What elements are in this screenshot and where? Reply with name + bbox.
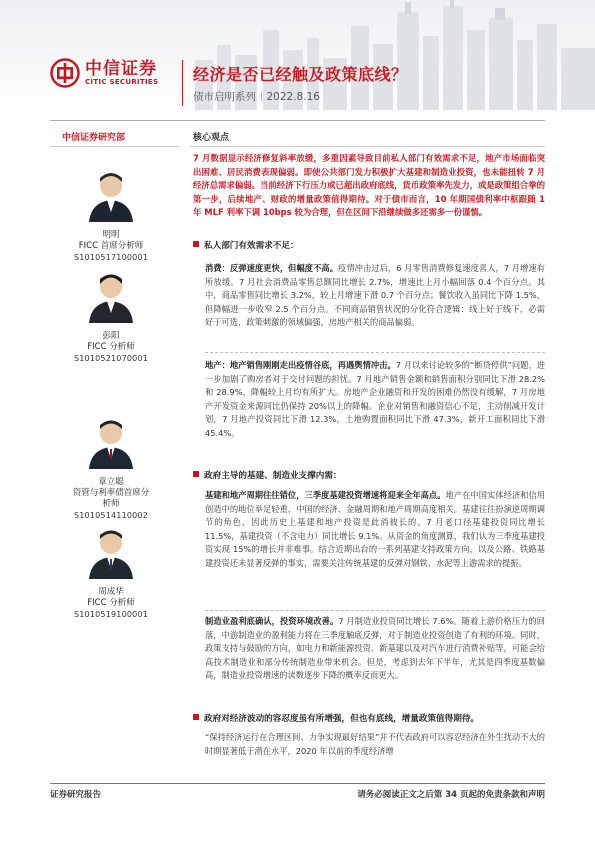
paragraph-text: 7 月以来讨论较多的“断贷停供”问题，进一步加剧了购房者对于交付问题的担忧。7 月地产销售金额和销售面积分别同比下滑 28.2%和 28.9%，降幅较上月均有所扩大。房地产企业融资和开发的困难仍然没有缓解，7 月房地产开发资金来源同比仍保持 20%以上的降幅。企业对销售和融资信心不足，主动削减开发计划，7 月地产投资同比下滑 12.3%，土地购置面积同比下滑 47.3%，新开工面积同比下滑 45.4%。 [205,360,546,438]
analyst-license-id: S1010519100001 [73,610,149,619]
analyst-license-id: S1010514110002 [73,511,149,520]
analyst-role: FICC 首席分析师 [78,241,144,251]
report-subtitle: 债市启明系列｜2022.8.16 [193,91,320,103]
report-header [0,0,595,110]
footer-disclaimer-link: 请务必阅读正文之后第 34 页起的免责条款和声明 [357,790,545,800]
body-paragraph [205,615,545,683]
core-view-summary: 7 月数据显示经济修复斜率放缓，多重因素导致目前私人部门有效需求不足，地产市场面临突出困难、居民消费表现偏弱。即使公共部门发力积极扩大基建和制造业投资，也未能扭转 7 月经济总需求偏弱。当前经济下行压力或已超出政府底线，货币政策率先发力，或是政策组合拳的第一步，后续地产、财政的增量政策值得期待。对于债市而言，10 年期国债利率中枢跟随 1 年 MLF 利率下调 10bps 较为合理，但在区间下沿继续做多还需多一份谨慎。 [193,153,545,217]
analyst-photo-avatar [83,267,139,323]
analyst-name: 章立聪 [98,477,124,487]
analyst-card [50,166,172,263]
footer-report-type: 证券研究报告 [50,790,102,800]
analyst-card [50,523,172,620]
section-heading: 私人部门有效需求不足： [193,240,299,253]
research-dept-label: 中信证券研究部 [62,133,126,143]
analyst-card [50,267,172,364]
analyst-name: 明明 [102,230,120,240]
report-title: 经济是否已经触及政策底线？ [193,65,408,84]
analyst-license-id: S1010521070001 [73,354,149,363]
section-heading: 政府主导的基建、制造业支撑内需： [193,470,342,483]
analyst-photo-avatar [83,413,139,469]
core-view-label: 核心观点 [193,133,230,143]
body-paragraph [205,359,545,441]
analyst-name: 周成华 [98,587,124,597]
paragraph-lead: 消费：反弹速度更快，但幅度不高。 [205,263,338,273]
paragraph-text: 7 月制造业投资同比增长 7.6%。随着上游价格压力的回落，中游制造业的盈利能力将在三季度触底反弹，对于制造业投资创造了有利的环境。同时，政策支持与鼓励的方向，如电力和新能源投资、新基建以及对汽车进行消费补贴等，可能会给高技术制造业和部分传统制造业带来机会。但是，考虑到去年下半年，尤其是四季度基数偏高，制造业投资增速的读数逐步下降的概率反而更大。 [205,616,546,681]
analyst-role: FICC 分析师 [87,598,135,608]
paragraph-text: “保持经济运行在合理区间、力争实现最好结果”并不代表政府可以容忍经济在外生扰动不大的时期显著低于潜在水平，2020 年以前的季度经济增 [205,732,545,756]
citic-logo [50,58,158,88]
section-heading: 政府对经济波动的容忍度虽有所增强，但也有底线，增量政策值得期待。 [193,713,479,726]
analyst-photo-avatar [83,523,139,579]
header-divider [182,60,183,106]
paragraph-lead: 基建和地产周期往往错位，三季度基建投资增速将迎来全年高点。 [205,490,446,500]
footer-rule [50,783,545,784]
analyst-license-id: S1010517100001 [73,253,149,262]
analyst-name: 彭阳 [102,331,120,341]
paragraph-divider [205,352,545,353]
citic-logo-mark-icon [50,58,80,88]
body-paragraph [205,262,545,330]
paragraph-lead: 地产：地产销售刚刚走出疫情谷底，再遇舆情冲击。 [205,360,396,370]
header-rule [50,120,545,121]
analyst-role: 资管与利率债首席分析师 [72,488,150,509]
analyst-photo-avatar [83,166,139,222]
left-section-rule [50,146,180,147]
paragraph-text: 地产在中国实体经济和信用创造中的地位举足轻重，中国的经济、金融周期和地产周期高度相关。基建往往扮演逆周期调节的角色，因此历史上基建和地产投资是此消彼长的。7 月老口径基建投资同比增长 11.5%，基建投资（不含电力）同比增长 9.1%。从资金的角度测算，我们认为三季度基建投资实现 15%的增长并非难事。结合近期出台的一系列基建支持政策方向，以及公路、铁路基建投资还未显著反弹的事实，需要关注传统基建的反弹对钢铁、水泥等上游需求的提振。 [205,490,546,568]
paragraph-text: 疫情冲击过后，6 月零售消费修复速度喜人，7 月增速有所放缓。7 月社会消费品零售总额同比增长 2.7%，增速比上月小幅回落 0.4 个百分点。其中，商品零售同比增长 3.2%，较上月增速下滑 0.7 个百分点；餐饮收入虽同比下降 1.5%，但降幅进一步收窄 2.5 个百分点。不同商品销售状况的分化符合逻辑：线上好于线下，必需好于可选，政策刺激的领域偏强，房地产相关的商品偏弱。 [205,263,545,328]
paragraph-lead: 制造业盈利底确认，投资环境改善。 [205,616,339,626]
paragraph-divider [205,610,545,611]
analyst-card [50,413,172,521]
brand-name-en: CITIC SECURITIES [85,77,159,86]
body-paragraph [205,489,545,571]
right-section-rule [190,146,545,147]
brand-name-cn: 中信证券 [85,58,157,79]
body-paragraph [205,731,545,758]
analyst-role: FICC 分析师 [87,342,135,352]
